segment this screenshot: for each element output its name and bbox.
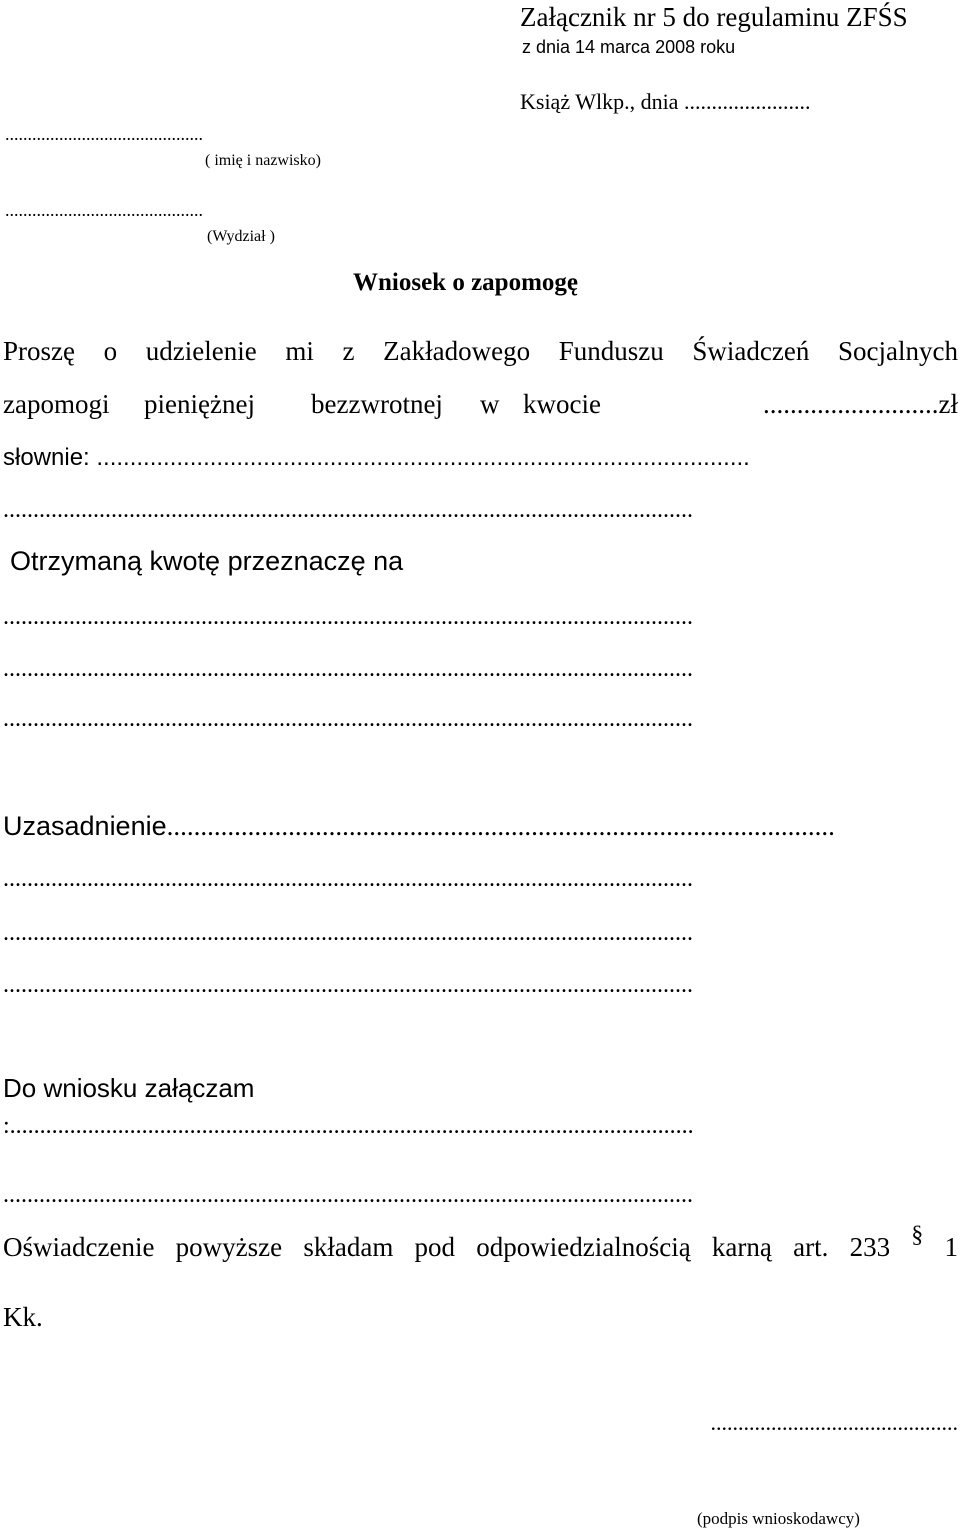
word: Zakładowego bbox=[383, 336, 531, 366]
purpose-label: Otrzymaną kwotę przeznaczę na bbox=[10, 546, 404, 576]
attachments-line-1[interactable]: :.................................................................................................................. bbox=[3, 1113, 694, 1139]
department-caption: (Wydział ) bbox=[207, 228, 275, 245]
word: karną bbox=[711, 1232, 772, 1262]
justification-line-2[interactable]: ................................................................................................................... bbox=[3, 920, 693, 946]
attachments-line-2[interactable]: ................................................................................................................... bbox=[3, 1182, 693, 1208]
declaration-line bbox=[3, 1222, 958, 1263]
attachments-label: Do wniosku załączam bbox=[3, 1073, 255, 1103]
word: mi bbox=[285, 336, 314, 366]
form-title: Wniosek o zapomogę bbox=[353, 269, 578, 296]
declaration-continuation: Kk. bbox=[3, 1302, 43, 1332]
applicant-name-line[interactable]: ............................................ bbox=[5, 124, 203, 144]
section-sign: § bbox=[911, 1222, 924, 1248]
purpose-line-2[interactable]: ................................................................................................................... bbox=[3, 656, 693, 682]
word: o bbox=[103, 336, 118, 366]
word: 233 bbox=[849, 1232, 891, 1262]
amount-field[interactable]: ..........................zł bbox=[763, 389, 958, 419]
word: kwocie bbox=[523, 389, 601, 419]
word: udzielenie bbox=[145, 336, 257, 366]
request-line-1 bbox=[3, 336, 958, 367]
word: pod bbox=[414, 1232, 456, 1262]
justification-first-line[interactable]: ................................................................................................... bbox=[166, 811, 835, 841]
word: Świadczeń bbox=[692, 336, 810, 366]
annex-date: z dnia 14 marca 2008 roku bbox=[522, 37, 736, 57]
word: odpowiedzialnością bbox=[476, 1232, 691, 1262]
word: z bbox=[342, 336, 355, 366]
word: zapomogi bbox=[3, 389, 110, 419]
amount-in-words-field[interactable]: słownie: .................................................................................................. bbox=[3, 444, 750, 471]
word: składam bbox=[303, 1232, 394, 1262]
word: art. bbox=[793, 1232, 829, 1262]
purpose-line-3[interactable]: ................................................................................................................... bbox=[3, 706, 693, 732]
word: w bbox=[480, 389, 500, 419]
amount-in-words-line-2[interactable]: ................................................................................................................... bbox=[3, 497, 693, 523]
justification-line-3[interactable]: ................................................................................................................... bbox=[3, 972, 693, 998]
word: pieniężnej bbox=[144, 389, 255, 419]
word: bezzwrotnej bbox=[311, 389, 443, 419]
word: 1 bbox=[944, 1232, 958, 1262]
signature-caption: (podpis wnioskodawcy) bbox=[697, 1509, 860, 1528]
justification-line-1[interactable]: ................................................................................................................... bbox=[3, 866, 693, 892]
signature-line[interactable]: ............................................. bbox=[710, 1410, 958, 1435]
word: Funduszu bbox=[558, 336, 664, 366]
word: Socjalnych bbox=[837, 336, 958, 366]
justification-label: Uzasadnienie bbox=[3, 811, 167, 841]
department-line[interactable]: ............................................ bbox=[5, 200, 203, 220]
word: Proszę bbox=[3, 336, 75, 366]
word: Oświadczenie bbox=[3, 1232, 155, 1262]
applicant-name-caption: ( imię i nazwisko) bbox=[205, 152, 321, 169]
purpose-line-1[interactable]: ................................................................................................................... bbox=[3, 604, 693, 630]
annex-title: Załącznik nr 5 do regulaminu ZFŚS bbox=[520, 2, 908, 32]
place-date-field[interactable]: Książ Wlkp., dnia ....................... bbox=[520, 89, 811, 114]
word: powyższe bbox=[175, 1232, 283, 1262]
justification-row bbox=[3, 811, 955, 842]
